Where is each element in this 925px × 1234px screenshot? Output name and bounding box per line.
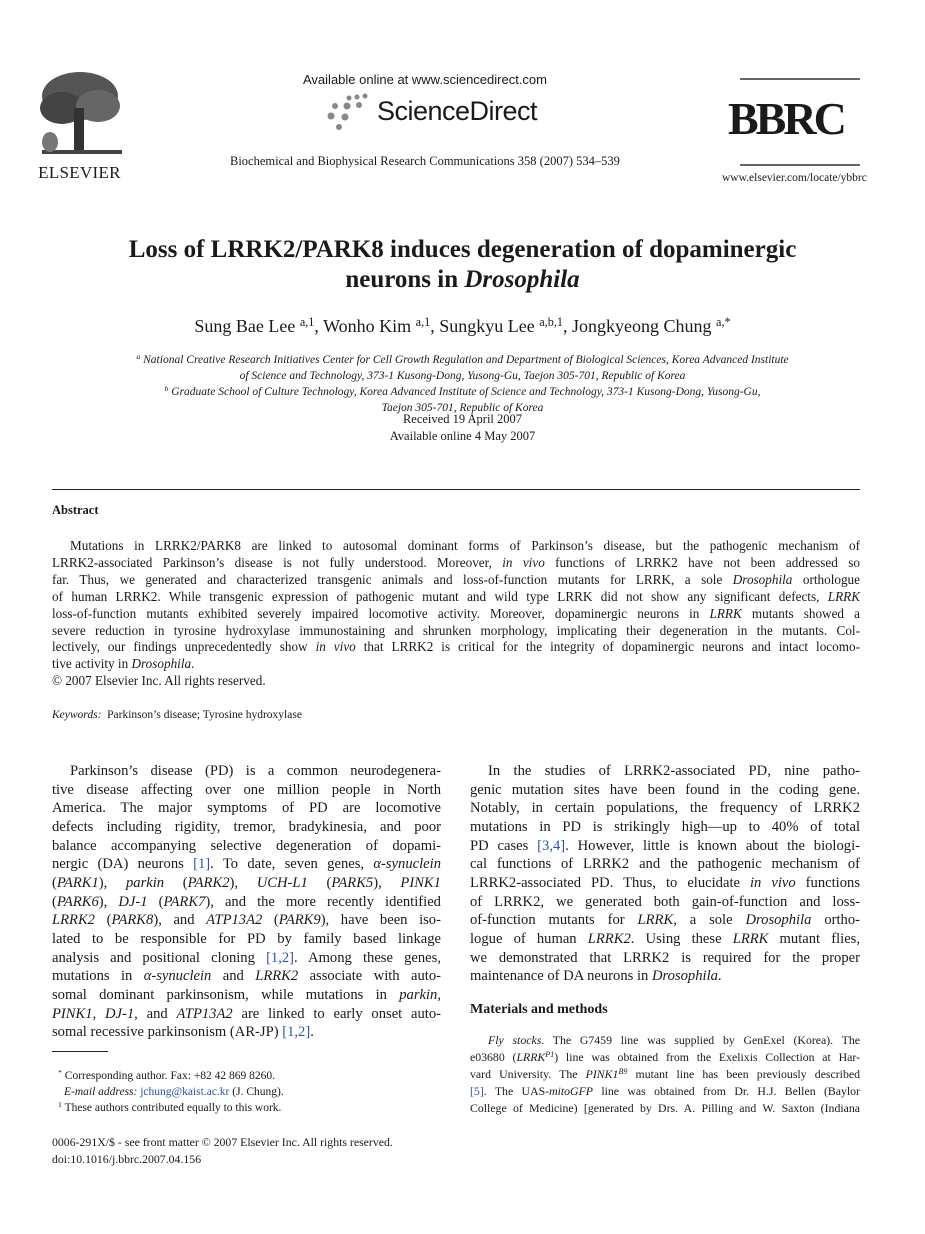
text-line — [52, 606, 860, 623]
text-run: vard University. The — [470, 1067, 586, 1081]
abstract-copyright: © 2007 Elsevier Inc. All rights reserved. — [52, 673, 266, 688]
text-run: Mutations in LRRK2/PARK8 are linked to autosomal dominant forms of Parkinson’s disease, but the pathogenic mechanism of — [70, 538, 860, 553]
text-run: LRRK2-associated PD. Thus, to elucidate — [470, 874, 750, 891]
sciencedirect-dots-icon — [325, 92, 375, 132]
italic-text: LRRK — [732, 930, 769, 947]
footnote-rule — [52, 1051, 108, 1052]
text-run: e03680 ( — [470, 1050, 517, 1064]
article-dates — [0, 411, 925, 445]
text-run: , Wonho Kim — [314, 316, 416, 336]
italic-text: Drosophila — [131, 656, 192, 672]
text-run: . The G7459 line was supplied by GenExel (Korea). The — [541, 1033, 860, 1047]
text-run: genic mutation sites have been found in the coding gene. — [470, 781, 860, 798]
italic-text: PARK7 — [163, 893, 206, 910]
text-run: ( — [52, 893, 57, 910]
elsevier-tree-icon — [22, 68, 137, 158]
text-run: ), — [373, 874, 401, 891]
text-run: somal dominant parkinsonism, while mutations in — [52, 986, 400, 1003]
text-run: . — [717, 968, 722, 985]
italic-text: Fly stocks — [488, 1033, 542, 1047]
keywords-label: Keywords: — [52, 709, 102, 721]
italic-text: ATP13A2 — [206, 912, 263, 929]
text-run: of human LRRK2. While transgenic expression of pathogenic mutant and wild type LRRK did not show any significant defects, — [52, 588, 828, 604]
text-run: ( — [147, 893, 164, 910]
text-line — [470, 1083, 860, 1100]
affiliation-line — [0, 352, 925, 368]
italic-text: LRRK — [709, 605, 742, 621]
text-line — [52, 799, 441, 818]
text-run: ), — [229, 874, 257, 891]
text-run: line was obtained from Dr. H.J. Bellen (Baylor — [592, 1084, 860, 1098]
journal-logo: BBRC — [728, 93, 844, 144]
text-line — [52, 949, 441, 968]
available-date: Available online 4 May 2007 — [389, 429, 536, 443]
right-column-body — [470, 762, 860, 986]
reference-link[interactable]: [5] — [470, 1084, 484, 1098]
text-run: . Using these — [630, 930, 733, 947]
text-run: ( — [307, 874, 332, 891]
sciencedirect-name: ScienceDirect — [377, 96, 538, 126]
text-run: . — [191, 656, 195, 672]
footnote-email — [58, 1084, 284, 1100]
text-run: lectively, our findings unprecedentedly show — [52, 639, 316, 655]
italic-text: in vivo — [750, 874, 796, 891]
elsevier-logo — [22, 68, 137, 182]
text-run: National Creative Research Initiatives Center for Cell Growth Regulation and Department of Biological Sciences, Korea Advanced Institute — [140, 354, 789, 366]
italic-text: ATP13A2 — [176, 1005, 233, 1022]
abstract-heading: Abstract — [52, 503, 99, 517]
text-run: . However, little is known about the biologi- — [565, 837, 860, 854]
superscript: 1 — [58, 1100, 62, 1110]
text-run: cal functions of LRRK2 and the pathogenic mechanism of — [470, 856, 860, 873]
text-run: Parkinson’s disease (PD) is a common neurodegenera- — [70, 763, 441, 779]
text-line — [470, 1066, 860, 1083]
text-run: nergic (DA) neurons — [52, 856, 194, 873]
italic-text: α-synuclein — [373, 856, 441, 873]
text-run: associate with auto- — [298, 968, 441, 985]
text-run: PD cases — [470, 837, 538, 854]
available-online: Available online at www.sciencedirect.com — [303, 72, 547, 87]
journal-url[interactable]: www.elsevier.com/locate/ybbrc — [722, 172, 867, 184]
text-run: ), — [98, 874, 126, 891]
italic-text: PARK8 — [111, 912, 154, 929]
superscript: b — [164, 384, 169, 394]
text-line — [52, 781, 441, 800]
text-run: These authors contributed equally to this work. — [61, 1102, 282, 1114]
author-list — [0, 316, 925, 337]
text-run: ), and — [153, 912, 207, 929]
text-line — [52, 1005, 441, 1024]
italic-text: PARK9 — [278, 912, 321, 929]
italic-text: PARK6 — [56, 893, 99, 910]
text-run: functions — [795, 874, 860, 891]
text-line — [470, 781, 860, 800]
text-run: severe reduction in tyrosine hydroxylase immunostaining and shrunken morphology, implicating their degeneration in the mutants. Col- — [52, 622, 860, 638]
text-run: tive activity in — [52, 656, 132, 672]
text-line — [52, 986, 441, 1005]
text-run: ), — [98, 893, 119, 910]
text-line — [470, 799, 860, 818]
italic-text: Drosophila — [651, 968, 718, 985]
text-line — [470, 1100, 860, 1117]
italic-text: LRRK — [637, 912, 674, 929]
text-run: ( — [94, 912, 112, 929]
reference-link[interactable]: [1,2] — [282, 1024, 311, 1041]
text-line — [52, 656, 860, 673]
text-run: functions of LRRK2 have not been addressed so — [544, 554, 860, 570]
text-run: that LRRK2 is critical for the integrity of dopaminergic neurons and intact locomo- — [355, 639, 860, 655]
text-run: Loss of LRRK2/PARK8 induces degeneration of dopaminergic — [128, 236, 797, 263]
affiliation-line — [0, 368, 925, 384]
text-run: and — [211, 968, 256, 985]
text-line — [52, 1023, 441, 1042]
superscript: a — [136, 352, 141, 362]
text-line — [52, 623, 860, 640]
italic-text: parkin — [399, 986, 438, 1003]
text-line — [52, 589, 860, 606]
text-line — [52, 639, 860, 656]
text-run: tive disease affecting over one million people in North — [52, 781, 441, 798]
italic-text: PARK5 — [331, 874, 374, 891]
italic-text: DJ-1 — [118, 893, 148, 910]
italic-text: mitoGFP — [549, 1084, 593, 1098]
text-line — [470, 967, 860, 986]
text-line — [52, 893, 441, 912]
text-run: lated to be responsible for PD by family based linkage — [52, 930, 441, 947]
italic-text: in vivo — [315, 639, 356, 655]
text-run: ( — [164, 874, 188, 891]
methods-body — [470, 1032, 860, 1117]
italic-text: PINK1 — [52, 1005, 93, 1022]
italic-text: LRRK — [827, 588, 860, 604]
italic-text: LRRK2 — [587, 930, 631, 947]
text-line — [52, 572, 860, 589]
text-line — [470, 911, 860, 930]
text-line — [52, 874, 441, 893]
text-run: analysis and positional cloning — [52, 949, 267, 966]
text-run: of Science and Technology, 373-1 Kusong-Dong, Yusong-Gu, Taejon 305-701, Republic of Korea — [239, 370, 686, 382]
italic-text: PARK2 — [187, 874, 230, 891]
superscript: a,1 — [415, 314, 431, 329]
text-run: mutations in PD is strikingly high—up to 40% of total — [470, 818, 860, 835]
text-line — [470, 837, 860, 856]
text-run: (J. Chung). — [229, 1086, 284, 1098]
text-run: College of Medicine) [generated by Drs. A. Pilling and W. Saxton (Indiana — [470, 1101, 860, 1115]
text-line — [470, 949, 860, 968]
article-title-line-1 — [0, 236, 925, 264]
italic-text: DJ-1 — [104, 1005, 135, 1022]
text-run: ( — [52, 874, 57, 891]
keywords — [52, 709, 302, 721]
abstract-body — [52, 538, 860, 673]
text-line — [470, 818, 860, 837]
text-run: . The UAS- — [483, 1084, 550, 1098]
italic-text: PINK1 — [585, 1067, 619, 1081]
article-title-line-2 — [0, 266, 925, 294]
footnotes — [58, 1068, 284, 1116]
text-run: Corresponding author. Fax: +82 42 869 8260. — [61, 1070, 276, 1082]
text-run: of-function mutants for — [470, 912, 638, 929]
text-run: neurons in — [345, 266, 465, 293]
superscript: a,* — [716, 314, 731, 329]
text-run: maintenance of DA neurons in — [470, 968, 652, 985]
keywords-value: Parkinson’s disease; Tyrosine hydroxylase — [107, 709, 302, 721]
text-run: mutant line has been previously described — [627, 1067, 860, 1081]
italic-text: PINK1 — [400, 874, 441, 891]
text-line — [470, 874, 860, 893]
reference-link[interactable]: jchung@kaist.ac.kr — [140, 1086, 230, 1098]
text-run: we demonstrated that LRRK2 is required for the proper — [470, 949, 860, 966]
text-line — [470, 855, 860, 874]
reference-link[interactable]: [3,4] — [537, 837, 566, 854]
text-line — [52, 837, 441, 856]
text-run: of LRRK2, we generated both gain-of-function and loss- — [470, 893, 860, 910]
reference-link[interactable]: [1,2] — [266, 949, 295, 966]
italic-text: α-synuclein — [143, 968, 212, 985]
italic-text: UCH-L1 — [256, 874, 308, 891]
text-run: ) line was obtained from the Exelixis Collection at Har- — [554, 1050, 860, 1064]
italic-text: Drosophila — [745, 912, 812, 929]
italic-text: LRRK2 — [52, 912, 95, 929]
text-run: ortho- — [811, 912, 860, 929]
text-run: logue of human — [470, 930, 588, 947]
text-run: Notably, in certain populations, the frequency of LRRK2 — [470, 800, 860, 817]
text-line — [470, 1049, 860, 1066]
italic-text: in vivo — [502, 554, 545, 570]
text-run: Graduate School of Culture Technology, Korea Advanced Institute of Science and Technology, 373-1 Kusong-Dong, Yusong-Gu, — [168, 386, 761, 398]
superscript: P1 — [545, 1050, 555, 1059]
italic-text: parkin — [125, 874, 165, 891]
text-run: , and — [134, 1005, 177, 1022]
affiliations — [0, 352, 925, 416]
text-run: mutant flies, — [768, 930, 860, 947]
text-run: orthologue — [792, 571, 860, 587]
text-run: defects including rigidity, tremor, bradykinesia, and poor — [52, 818, 441, 835]
italic-text: Drosophila — [464, 266, 580, 293]
affiliation-line — [0, 384, 925, 400]
text-run: mutations in — [52, 968, 144, 985]
text-run: In the studies of LRRK2-associated PD, nine patho- — [488, 763, 860, 779]
publisher-name: ELSEVIER — [38, 163, 121, 182]
text-line — [52, 930, 441, 949]
text-line — [470, 893, 860, 912]
text-line — [52, 818, 441, 837]
reference-link[interactable]: [1] — [193, 856, 211, 873]
text-run: Taejon 305-701, Republic of Korea — [381, 402, 544, 414]
text-line — [52, 967, 441, 986]
text-run: loss-of-function mutants exhibited severely impaired locomotive activity. Moreover, dopaminergic neurons in — [52, 605, 710, 621]
text-run: somal recessive parkinsonism (AR-JP) — [52, 1024, 283, 1041]
italic-text: PARK1 — [56, 874, 99, 891]
text-run: , — [437, 986, 441, 1003]
text-run: LRRK2-associated Parkinson’s disease is not fully understood. Moreover, — [52, 554, 503, 570]
abstract-top-rule — [52, 489, 860, 490]
received-date: Received 19 April 2007 — [402, 412, 523, 426]
text-run: . — [310, 1024, 314, 1041]
superscript: B9 — [618, 1067, 628, 1076]
footnote-equal-contribution — [58, 1100, 284, 1116]
italic-text: E-mail address: — [64, 1086, 141, 1098]
italic-text: LRRK2 — [255, 968, 299, 985]
bbrc-top-rule — [740, 78, 860, 80]
text-run: , a sole — [673, 912, 746, 929]
italic-text: Drosophila — [732, 571, 793, 587]
text-line — [470, 1032, 860, 1049]
superscript: a,1 — [299, 314, 315, 329]
doi-line[interactable]: doi:10.1016/j.bbrc.2007.04.156 — [52, 1152, 202, 1166]
text-line — [52, 538, 860, 555]
text-line — [470, 762, 860, 781]
text-run: , Sungkyu Lee — [430, 316, 540, 336]
text-line — [52, 762, 441, 781]
italic-text: LRRK — [516, 1050, 546, 1064]
text-run: . Among these genes, — [294, 949, 441, 966]
front-matter — [52, 1134, 393, 1168]
superscript: a,b,1 — [539, 314, 564, 329]
text-run: . To date, seven genes, — [210, 856, 374, 873]
text-run: ), have been iso- — [320, 912, 441, 929]
bbrc-bottom-rule — [740, 164, 860, 166]
text-line — [52, 855, 441, 874]
text-line — [52, 911, 441, 930]
text-run: ( — [262, 912, 279, 929]
issn-line: 0006-291X/$ - see front matter © 2007 Elsevier Inc. All rights reserved. — [52, 1135, 393, 1149]
text-line — [52, 555, 860, 572]
text-run: America. The major symptoms of PD are locomotive — [52, 800, 441, 817]
text-run: Sung Bae Lee — [194, 316, 300, 336]
left-column-body — [52, 762, 441, 1042]
footnote-corresponding — [58, 1068, 284, 1084]
superscript: * — [58, 1068, 62, 1078]
text-run: mutants showed a — [741, 605, 860, 621]
methods-heading: Materials and methods — [470, 1002, 608, 1017]
text-run: , Jongkyeong Chung — [563, 316, 717, 336]
text-run: ), and the more recently identified — [205, 893, 441, 910]
text-run: balance accompanying selective degeneration of dopami- — [52, 837, 441, 854]
text-line — [470, 930, 860, 949]
text-run: are linked to early onset auto- — [232, 1005, 441, 1022]
text-run: far. Thus, we generated and characterized transgenic animals and loss-of-function mutants for LRRK, a sole — [52, 571, 733, 587]
journal-citation: Biochemical and Biophysical Research Communications 358 (2007) 534–539 — [230, 154, 620, 168]
text-run: , — [92, 1005, 105, 1022]
